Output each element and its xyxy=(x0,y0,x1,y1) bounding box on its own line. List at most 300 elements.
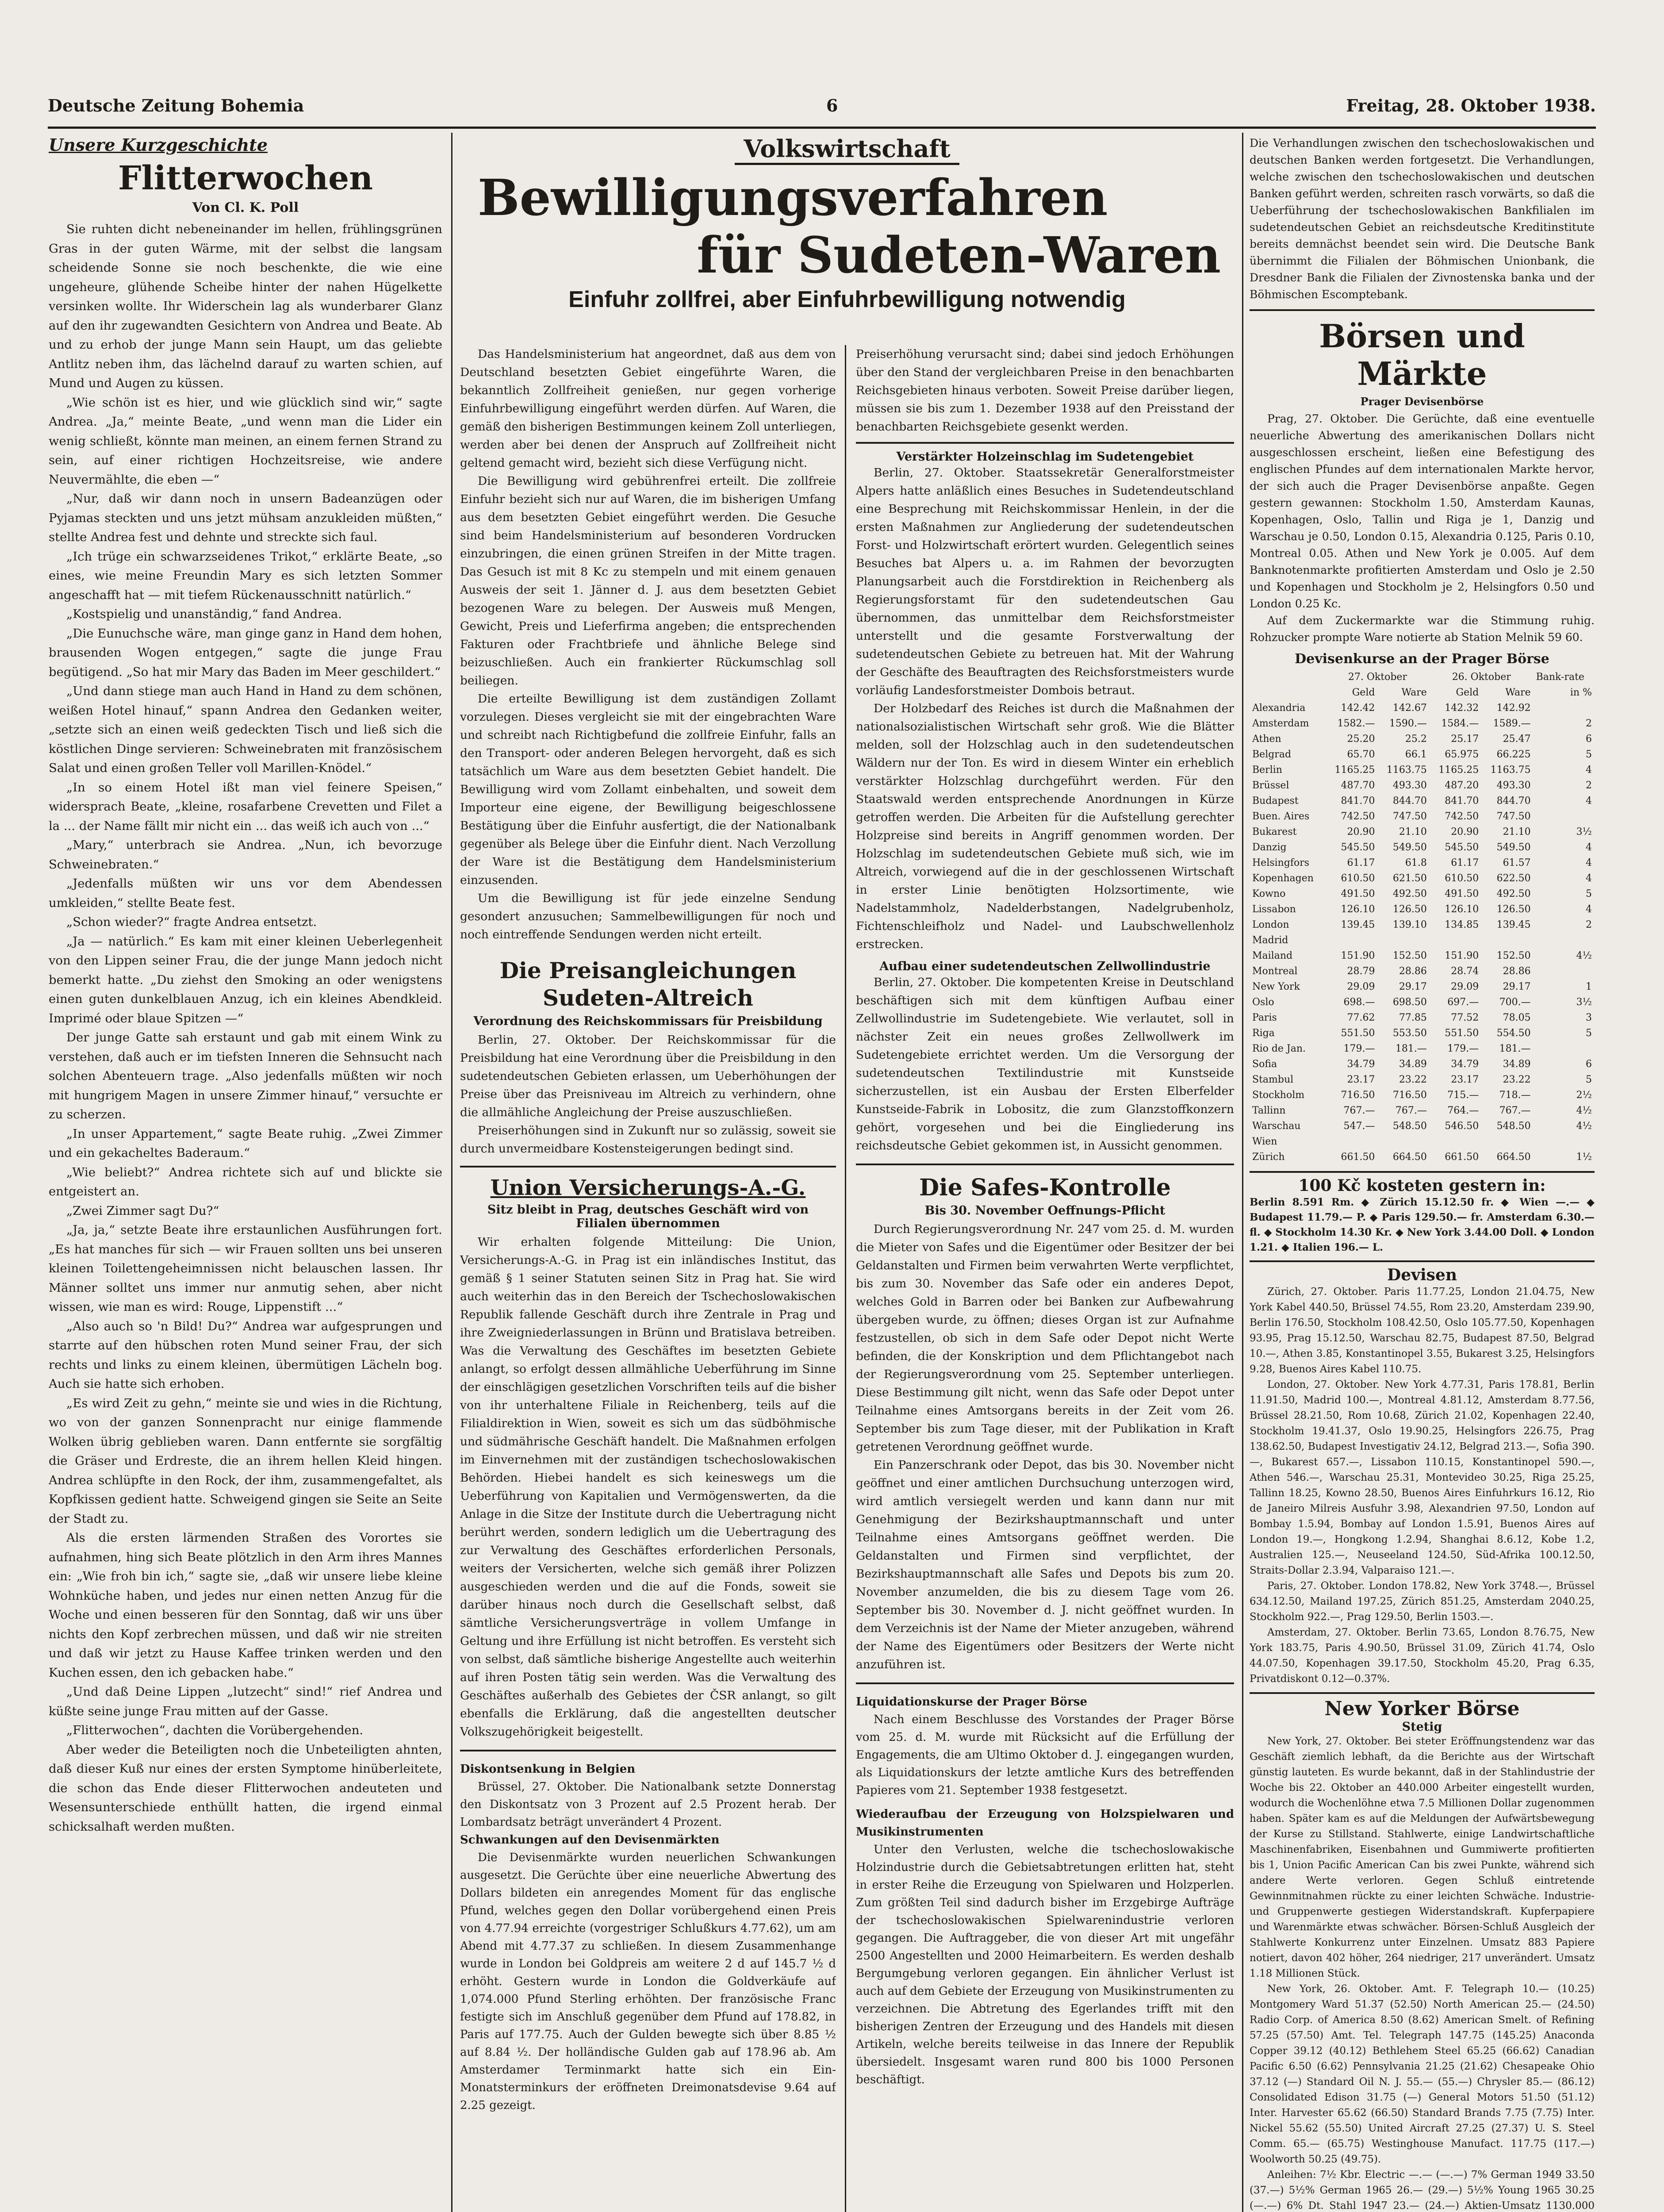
rates-value: 25.20 xyxy=(1347,733,1375,745)
rates-value: 23.22 xyxy=(1503,1074,1531,1085)
rates-row xyxy=(1250,964,1595,979)
story-paragraph: „Ja — natürlich.“ Es kam mit einer kleinen Ueberlegenheit von den Lippen seiner Frau, die der junge Mann jedoch nicht bemerkt hatte. „Du ziehst den Smoking an oder wenigstens einen guten dunkelblauen Anzug, ich ein kleines Abendkleid. Imprimé oder blaue Spitzen —“ xyxy=(49,934,442,1025)
headline-subhead: Einfuhr zollfrei, aber Einfuhrbewilligung notwendig xyxy=(568,287,1126,312)
story-paragraph: „Also auch so 'n Bild! Du?“ Andrea war aufgesprungen und starrte auf den hübschen roten Mund seiner Frau, der sich rechts und links zu einem kleinen, übermütigen Lächeln bog. Auch sie hatte sich erhoben. xyxy=(49,1319,442,1391)
rates-row xyxy=(1250,1087,1595,1103)
rates-row xyxy=(1250,1056,1595,1072)
column-rule-2 xyxy=(1242,133,1243,2212)
rates-currency: Montreal xyxy=(1252,966,1298,977)
rule-market xyxy=(1250,309,1595,311)
rates-value: 661.50 xyxy=(1341,1152,1375,1163)
rates-value: 23.17 xyxy=(1347,1074,1375,1085)
rates-row xyxy=(1250,1010,1595,1025)
mid-column-rule xyxy=(845,345,846,2212)
rates-value: 621.50 xyxy=(1392,873,1427,884)
headline-line-1: Bewilligungsverfahren xyxy=(478,169,1108,227)
rates-value: 5 xyxy=(1586,749,1592,760)
rates-row xyxy=(1250,731,1595,747)
rates-sub: Ware xyxy=(1401,687,1427,698)
rates-row xyxy=(1250,778,1595,793)
rates-row xyxy=(1250,917,1595,933)
rates-value: 179.— xyxy=(1447,1043,1479,1054)
rates-sub: Geld xyxy=(1352,687,1375,698)
tresor-text xyxy=(856,1220,1234,1674)
bank-talks-text xyxy=(1250,135,1595,303)
rates-value: 3½ xyxy=(1576,826,1592,837)
rates-value: 25.17 xyxy=(1451,733,1479,745)
rates-value: 487.70 xyxy=(1341,780,1375,791)
economy-section xyxy=(460,133,1234,2212)
story-paragraph: „Wie beliebt?“ Andrea richtete sich auf und blickte sie entgeistert an. xyxy=(49,1165,442,1198)
section-banner xyxy=(460,134,1234,165)
rates-value: 6 xyxy=(1586,1059,1592,1070)
lead-paragraph: Um die Bewilligung ist für jede einzelne Sendung gesondert anzusuchen; Sammelbewilligungen für noch und noch eintreffende Sendungen werden nicht erteilt. xyxy=(460,891,836,941)
rates-value: 151.90 xyxy=(1341,950,1375,961)
rates-currency: Danzig xyxy=(1252,842,1287,853)
rates-value: 139.10 xyxy=(1392,919,1427,930)
rule-liq xyxy=(856,1682,1234,1684)
rates-row xyxy=(1250,840,1595,855)
story-body xyxy=(49,220,442,1836)
devisen-text xyxy=(1250,1284,1595,1687)
rates-value: 2 xyxy=(1586,919,1592,930)
rates-value: 5 xyxy=(1586,1028,1592,1039)
rates-value: 553.50 xyxy=(1392,1028,1427,1039)
rates-currency: Sofia xyxy=(1252,1059,1277,1070)
rates-sub: Ware xyxy=(1505,687,1531,698)
rates-currency: Warschau xyxy=(1252,1121,1301,1132)
disk-text xyxy=(460,1760,836,2114)
liq-title: Liquidationskurse der Prager Börse xyxy=(856,1695,1087,1709)
rates-value: 66.225 xyxy=(1496,749,1531,760)
rates-currency: Alexandria xyxy=(1252,703,1306,714)
rates-value: 697.— xyxy=(1447,997,1479,1008)
disk-title: Diskontsenkung in Belgien xyxy=(460,1763,636,1776)
rule-holz xyxy=(856,442,1234,444)
ny-paragraph: New York, 27. Oktober. Bei steter Eröffnungstendenz war das Geschäft ziemlich lebhaft, da die Berichte aus der Wirtschaft günstig lauteten. Es wurde bekannt, daß in der Stahlindustrie der Woche bis 22. Oktober an 440.000 Arbeiter eingestellt wurden, wodurch die Wochenlöhne etwa 7.5 Millionen Dollar zugenommen haben. Später kam es auf die Meldungen der Aufwärtsbewegung der Kurse zu Stillstand. Stahlwerte, einige Landwirtschaftliche Maschinenfabriken, Eisenbahnen und Gummiwerte profitierten bis 1, Union Pacific American Can bis zwei Punkte, während sich andere Werte verloren. Gegen Schluß eintretende Gewinnmitnahmen rückte zu einer leichten Schwäche. Industrie- und Gruppenwerte gestiegen Widerstandskraft. Kupferpapiere und Warenmärkte etwas schwächer. Börsen-Schluß Ausgleich der Stahlwerte Konkurrenz unter Einzelnen. Umsatz 883 Papiere notiert, davon 402 höher, 264 niedriger, 217 unverändert. Umsatz 1.18 Millionen Stück. xyxy=(1250,1736,1595,1979)
story-paragraph: „In so einem Hotel ißt man viel feinere Speisen,“ widersprach Beate, „kleine, rosafarbene Crevetten und Filet a la ... der Name fällt mir nicht ein ... das weiß ich auch von ...“ xyxy=(49,780,442,833)
rates-sub: Geld xyxy=(1456,687,1479,698)
page-header xyxy=(48,96,1596,122)
rates-value: 4 xyxy=(1586,857,1592,868)
rates-value: 126.10 xyxy=(1341,904,1375,915)
rates-value: 61.17 xyxy=(1451,857,1479,868)
lead-right-text xyxy=(856,345,1234,436)
rates-value: 77.85 xyxy=(1399,1012,1427,1023)
rates-value: 28.74 xyxy=(1451,966,1479,977)
issue-date: Freitag, 28. Oktober 1938. xyxy=(1346,96,1596,115)
rates-value: 551.50 xyxy=(1445,1028,1479,1039)
lead-right-paragraph: Preiserhöhung verursacht sind; dabei sind jedoch Erhöhungen über den Stand der vergleichbaren Preise in den benachbarten Reichsgebieten hinaus verboten. Soweit Preise darüber liegen, müssen sie bis zum 1. Dezember 1938 auf den Preisstand der benachbarten Reichsgebiete gesenkt werden. xyxy=(856,347,1234,434)
union-text xyxy=(460,1233,836,1741)
holz-text xyxy=(856,464,1234,953)
rates-value: 21.10 xyxy=(1399,826,1427,837)
rates-value: 126.10 xyxy=(1445,904,1479,915)
rule-union xyxy=(460,1166,836,1167)
rates-value: 21.10 xyxy=(1503,826,1531,837)
story-paragraph: „Mary,“ unterbrach sie Andrea. „Nun, ich bevorzuge Schweinebraten.“ xyxy=(49,838,442,872)
tresor-paragraph: Durch Regierungsverordnung Nr. 247 vom 25. d. M. wurden die Mieter von Safes und die Eigentümer oder Besitzer der bei Geldanstalten und Firmen beim verwahrten Werte verpflichtet, bis zum 30. November das Safe oder ein anderes Depot, welches Gold in Barren oder bei Banken zur Aufbewahrung übergeben wurde, zu öffnen; dieses Organ ist zur Aufnahme festzustellen, ob sich in dem Safe oder Depot nicht Werte befinden, die der Konskription und dem Pflichtangebot nach der Regierungsverordnung vom 25. September unterliegen. Diese Bestimmung gilt nicht, wenn das Safe oder Depot unter Teilnahme eines Amtsorgans bereits in der Zeit vom 26. September bis zum Tage dieser, mit der Publikation in Kraft getretenen Verordnung geöffnet wurde. xyxy=(856,1222,1234,1454)
rates-row xyxy=(1250,793,1595,809)
rates-currency: Belgrad xyxy=(1252,749,1292,760)
devisen-paragraph: Amsterdam, 27. Oktober. Berlin 73.65, London 8.76.75, New York 183.75, Paris 4.90.50, Brüssel 31.09, Zürich 41.74, Oslo 44.07.50, Kopenhagen 39.17.50, Stockholm 45.20, Prag 6.35, Privatdiskont 0.12—0.37%. xyxy=(1250,1627,1595,1685)
devbourse-paragraph: Prag, 27. Oktober. Die Gerüchte, daß eine eventuelle neuerliche Abwertung des amerikanischen Dollars nicht ausgeschlossen erscheint, ließen eine Befestigung des englischen Pfundes auf dem internationalen Markte hervor, der sich auch die Prager Devisenbörse anpaßte. Gegen gestern gewannen: Stockholm 1.50, Amsterdam Kaunas, Kopenhagen, Oslo, Tallin und Riga je 1, Danzig und Warschau je 0.50, London 0.15, Alexandria 0.125, Paris 0.10, Montreal 0.05. Athen und New York je 0.005. Auf dem Banknotenmarkte profitierten Amsterdam und Oslo je 2.50 und Kopenhagen und Stockholm je 2, Helsingfors 0.50 und London 0.25 Kc. xyxy=(1250,412,1595,610)
rates-value: 23.17 xyxy=(1451,1074,1479,1085)
wied-title: Wiederaufbau der Erzeugung von Holzspielwaren und Musikinstrumenten xyxy=(856,1808,1234,1839)
story-paragraph: „Zwei Zimmer sagt Du?“ xyxy=(66,1203,219,1218)
rates-row xyxy=(1250,809,1595,824)
rates-row xyxy=(1250,716,1595,731)
rates-value: 491.50 xyxy=(1341,888,1375,899)
section-title: Volkswirtschaft xyxy=(735,134,959,165)
rates-currency: Tallinn xyxy=(1252,1105,1286,1116)
rates-value: 5 xyxy=(1586,1074,1592,1085)
right-column xyxy=(1250,135,1595,2212)
rates-value: 493.30 xyxy=(1496,780,1531,791)
rates-value: 2½ xyxy=(1576,1090,1592,1101)
column-rule-1 xyxy=(451,133,452,2212)
rates-value: 4 xyxy=(1586,795,1592,806)
rates-row xyxy=(1250,855,1595,871)
rates-value: 1163.75 xyxy=(1386,764,1427,776)
rates-value: 142.42 xyxy=(1341,703,1375,714)
rule-kc xyxy=(1250,1171,1595,1173)
rates-value xyxy=(1534,964,1595,979)
rates-value: 716.50 xyxy=(1392,1090,1427,1101)
rates-row xyxy=(1250,995,1595,1010)
story-paragraph: Als die ersten lärmenden Straßen des Vorortes sie aufnahmen, hing sich Beate plötzlich in den Arm ihres Mannes ein: „Wie froh bin ich,“ sagte sie, „daß wir unsere liebe kleine Wohnküche haben, und jedes nur einen netten Anzug für die Woche und einen besseren für den Sonntag, daß wir uns über nichts den Kopf zerbrechen müssen, und daß wir nie streiten und daß wir jetzt zu Hause Kaffee trinken werden und den Kuchen essen, den ich gebacken habe.“ xyxy=(49,1531,442,1680)
rates-value: 181.— xyxy=(1499,1043,1531,1054)
story-paragraph: „Und dann stiege man auch Hand in Hand zu dem schönen, weißen Hotel hinauf,“ spann Andrea den Gedanken weiter, „setzte sich an einen weiß gedeckten Tisch und ließ sich die köstlichen Dinge servieren: Schweinebraten mit französischem Salat und einen großen Teller voll Marillen-Knödel.“ xyxy=(49,684,442,775)
rates-value: 179.— xyxy=(1343,1043,1375,1054)
holz-paragraph: Der Holzbedarf des Reiches ist durch die Maßnahmen der nationalsozialistischen Wirtschaft sehr groß. Wie die Blätter melden, soll der Holzschlag auch in den sudetendeutschen Wäldern nur der Ton. Es wird in diesem Winter ein erheblich verstärkter Holzschlag durchgeführt werden. Für den Staatswald werden entsprechende Anordnungen in Kürze getroffen werden. Die Arbeiten für die Aufstellung gerechter Holzpreise sind bereits in Angriff genommen worden. Der Holzschlag im sudetendeutschen Gebiete muß sich, wie im Altreich, vorwiegend auf die in der geschlossenen Wirtschaft in erster Linie benötigten Holzsortimente, wie Nadelstammholz, Nadelderbstangen, Nadelgrubenholz, Fichtenschleifholz und Nadel- und Laubschwellenholz erstrecken. xyxy=(856,702,1234,951)
rates-value: 3½ xyxy=(1576,997,1592,1008)
rates-value: 142.92 xyxy=(1496,703,1531,714)
rates-row xyxy=(1250,824,1595,840)
rates-value: 1582.— xyxy=(1337,718,1375,729)
rates-value xyxy=(1430,1134,1481,1149)
rates-currency: Kowno xyxy=(1252,888,1286,899)
rates-value xyxy=(1534,1134,1595,1149)
devbourse-label: Prager Devisenbörse xyxy=(1360,395,1484,408)
rates-value: 4 xyxy=(1586,873,1592,884)
devbourse-text xyxy=(1250,411,1595,646)
rates-currency: Brüssel xyxy=(1252,780,1289,791)
rates-value: 664.50 xyxy=(1496,1152,1531,1163)
rates-value: 28.86 xyxy=(1503,966,1531,977)
rates-row xyxy=(1250,902,1595,917)
rates-value: 25.47 xyxy=(1503,733,1531,745)
rates-value: 66.1 xyxy=(1405,749,1427,760)
rates-value: 29.17 xyxy=(1399,981,1427,992)
rates-currency: Oslo xyxy=(1252,997,1274,1008)
rates-value: 1165.25 xyxy=(1438,764,1479,776)
rule-disk xyxy=(460,1750,836,1751)
union-sub: Sitz bleibt in Prag, deutsches Geschäft wird von Filialen übernommen xyxy=(487,1203,809,1230)
rule-tresor xyxy=(856,1164,1234,1165)
story-paragraph: „Wie schön ist es hier, und wie glücklich sind wir,“ sagte Andrea. „Ja,“ meinte Beate, „und wenn man die Lider ein wenig schließt, könnte man meinen, an einem fernen Strand zu sein, auf einer richtigen Hochzeitsreise, wie andere Neuvermählte, die eben —“ xyxy=(49,395,442,487)
rates-value: 139.45 xyxy=(1341,919,1375,930)
rates-value: 1 xyxy=(1586,981,1592,992)
rates-value: 1½ xyxy=(1576,1152,1592,1163)
rates-value xyxy=(1377,933,1429,948)
rates-currency: Stockholm xyxy=(1252,1090,1305,1101)
rates-value: 767.— xyxy=(1499,1105,1531,1116)
story-paragraph: „Kostspielig und unanständig,“ fand Andrea. xyxy=(66,607,342,621)
rates-value: 491.50 xyxy=(1445,888,1479,899)
rates-row xyxy=(1250,1149,1595,1165)
preis-sub: Verordnung des Reichskommissars für Preisbildung xyxy=(473,1014,823,1028)
rates-value: 549.50 xyxy=(1496,842,1531,853)
story-paragraph: „Es wird Zeit zu gehn,“ meinte sie und wies in die Richtung, wo von der ganzen Sonnenpracht nur einige flammende Wolken übrig geblieben waren. Dann entfernte sie sorgfältig die Gräser und Erdreste, die an ihrem hellen Kleid hingen. Andrea schlüpfte in den Rock, der ihm, zusammengefaltet, als Kopfkissen gedient hatte. Schweigend gingen sie Seite an Seite der Stadt zu. xyxy=(49,1396,442,1526)
rates-value xyxy=(1534,809,1595,824)
rates-value: 5 xyxy=(1586,888,1592,899)
liq-text xyxy=(856,1693,1234,2089)
mid-left-column xyxy=(460,345,836,2212)
rates-value: 551.50 xyxy=(1341,1028,1375,1039)
story-paragraph: „Flitterwochen“, dachten die Vorübergehenden. xyxy=(66,1723,364,1737)
rates-value: 28.86 xyxy=(1399,966,1427,977)
rates-value: 546.50 xyxy=(1445,1121,1479,1132)
rates-value: 34.89 xyxy=(1503,1059,1531,1070)
rates-value xyxy=(1430,933,1481,948)
rates-value: 152.50 xyxy=(1392,950,1427,961)
ny-bonds: Anleihen: 7½ Kbr. Electric —.— (—.—) 7% German 1949 33.50 (37.—) 5½% German 1965 26.— (29.—) 5½% Young 1965 30.25 (—.—) 6% Dt. Stahl 1947 23.— (24.—) Aktien-Umsatz 1130.000 xyxy=(1250,2169,1595,2212)
rates-value: 742.50 xyxy=(1341,811,1375,822)
lead-left-text xyxy=(460,345,836,944)
story-paragraph: „In unser Appartement,“ sagte Beate ruhig. „Zwei Zimmer und ein gekacheltes Baderaum.“ xyxy=(49,1126,442,1160)
rates-value: 545.50 xyxy=(1445,842,1479,853)
rates-value: 554.50 xyxy=(1496,1028,1531,1039)
rates-currency: Buen. Aires xyxy=(1252,811,1310,822)
zell-paragraph: Berlin, 27. Oktober. Die kompetenten Kreise in Deutschland beschäftigen sich mit dem künftigen Aufbau einer Zellwollindustrie im Sudetengebiete. Wie verlautet, soll in nächster Zeit ein neues großes Zellwollwerk im Sudetengebiete errichtet werden. Um die Versorgung der sudetendeutschen Textilindustrie mit Kunstseide sicherzustellen, ist ein Ausbau der Ersten Elberfelder Kunstseide-Fabrik in Lobositz, die zum Glanzstoffkonzern gehört, vorgesehen und bei die Eingliederung ins reichsdeutsche Gebiet gekommen ist, in Aussicht genommen. xyxy=(856,975,1234,1152)
rates-value: 28.79 xyxy=(1347,966,1375,977)
devisen-paragraph: Paris, 27. Oktober. London 178.82, New York 3748.—, Brüssel 634.12.50, Mailand 197.25, Zürich 851.25, Amsterdam 2040.25, Stockholm 922.—, Prag 129.50, Berlin 1503.—. xyxy=(1250,1580,1595,1623)
rates-value: 142.67 xyxy=(1392,703,1427,714)
rates-currency: Budapest xyxy=(1252,795,1299,806)
rates-currency: Kopenhagen xyxy=(1252,873,1314,884)
rates-row xyxy=(1250,948,1595,964)
rates-currency: Wien xyxy=(1252,1136,1277,1147)
rates-currency: Bukarest xyxy=(1252,826,1297,837)
story-paragraph: Aber weder die Beteiligten noch die Unbeteiligten ahnten, daß dieser Kuß nur eines der ersten Symptome hinüberleitete, die schon das Ende dieser Flitterwochen andeuteten und Wesensunterschiede enthüllt hatten, die irgend einmal schicksalhaft werden mußten. xyxy=(49,1742,442,1834)
story-paragraph: „Schon wieder?“ fragte Andrea entsetzt. xyxy=(66,915,317,929)
rates-value: 61.8 xyxy=(1405,857,1427,868)
disk-paragraph: Brüssel, 27. Oktober. Die Nationalbank setzte Donnerstag den Diskontsatz von 3 Prozent auf 2.5 Prozent herab. Der Lombardsatz beträgt unverändert 4 Prozent. xyxy=(460,1780,836,1829)
rates-value: 1165.25 xyxy=(1334,764,1375,776)
rates-value: 29.17 xyxy=(1503,981,1531,992)
rates-value: 1163.75 xyxy=(1490,764,1531,776)
rates-head-yesterday: 26. Oktober xyxy=(1452,672,1511,683)
zell-title: Aufbau einer sudetendeutschen Zellwollindustrie xyxy=(879,960,1211,973)
left-column xyxy=(49,135,442,2212)
devisen-title: Devisen xyxy=(1387,1266,1457,1284)
rates-value: 718.— xyxy=(1499,1090,1531,1101)
rates-value: 841.70 xyxy=(1341,795,1375,806)
holz-paragraph: Berlin, 27. Oktober. Staatssekretär Generalforstmeister Alpers hatte anläßlich eines Besuches in Sudetendeutschland eine Besprechung mit Reichskommissar Henlein, in der die ersten Maßnahmen zur Angliederung der sudetendeutschen Forst- und Holzwirtschaft erörtert wurden. Gelegentlich seines Besuches bat Alpers u. a. im Rahmen der bevorzugten Planungsarbeit auch die Forstdirektion in Reichenberg als Regierungsforstamt für den sudetendeutschen Gau übernommen, das unmittelbar dem Reichsforstmeister unterstellt und die gesamte Forstverwaltung der sudetendeutschen Gebiete zu betreuen hat. Mit der Wahrung der Geschäfte des Beauftragten des Reichsforstmeisters wurde vorläufig Landesforstmeister Dombois betraut. xyxy=(856,466,1234,697)
rates-value: 2 xyxy=(1586,718,1592,729)
rates-header-row xyxy=(1250,669,1595,685)
rates-currency: Rio de Jan. xyxy=(1252,1043,1306,1054)
rates-value xyxy=(1326,933,1377,948)
headline-line-2: für Sudeten-Waren xyxy=(697,227,1221,284)
rates-value xyxy=(1326,1134,1377,1149)
rates-row xyxy=(1250,1103,1595,1118)
rates-value: 181.— xyxy=(1395,1043,1427,1054)
rates-value: 841.70 xyxy=(1445,795,1479,806)
rates-value: 661.50 xyxy=(1445,1152,1479,1163)
rates-row xyxy=(1250,886,1595,902)
rates-value: 29.09 xyxy=(1347,981,1375,992)
ny-sub: Stetig xyxy=(1402,1720,1442,1734)
story-paragraph: „Die Eunuchsche wäre, man ginge ganz in Hand dem hohen, brausenden Wogen entgegen,“ sagte die junge Frau begütigend. „So hat mir Mary das Baden im Meer geschildert.“ xyxy=(49,626,442,679)
rates-value xyxy=(1534,700,1595,716)
rates-currency: Stambul xyxy=(1252,1074,1294,1085)
rates-value: 767.— xyxy=(1343,1105,1375,1116)
story-paragraph: „Nur, daß wir dann noch in unsern Badeanzügen oder Pyjamas steckten und uns jetzt mühsam anzukleiden müßten,“ stellte Andrea fest und dehnte und streckte sich faul. xyxy=(49,492,442,544)
rates-value: 700.— xyxy=(1499,997,1531,1008)
rates-value: 610.50 xyxy=(1341,873,1375,884)
rates-row xyxy=(1250,747,1595,762)
rates-value: 844.70 xyxy=(1392,795,1427,806)
rates-value: 698.— xyxy=(1343,997,1375,1008)
rates-row xyxy=(1250,1134,1595,1149)
ny-quotes: New York, 26. Oktober. Amt. F. Telegraph 10.— (10.25) Montgomery Ward 51.37 (52.50) North American 25.— (24.50) Radio Corp. of America 8.50 (8.62) American Smelt. of Refining 57.25 (57.50) Amt. Tel. Telegraph 147.75 (145.25) Anaconda Copper 39.12 (40.12) Bethlehem Steel 65.25 (66.62) Canadian Pacific 6.50 (6.62) Pennsylvania 21.25 (21.62) Chesapeake Ohio 37.12 (—) Standard Oil N. J. 55.— (55.—) Chrysler 85.— (86.12) Consolidated Edison 31.75 (—) General Motors 51.50 (51.12) Inter. Harvester 65.62 (66.50) Standard Brands 7.75 (7.75) Inter. Nickel 55.62 (55.50) United Aircraft 27.25 (27.37) U. S. Steel Comm. 65.— (65.75) Westinghouse Manufact. 117.75 (117.—) Woolworth 50.25 (49.75). xyxy=(1250,1983,1595,2165)
rates-currency: Paris xyxy=(1252,1012,1277,1023)
rates-value: 1590.— xyxy=(1389,718,1427,729)
rates-value xyxy=(1481,933,1533,948)
rates-value: 1584.— xyxy=(1441,718,1479,729)
story-paragraph: „Ja, ja,“ setzte Beate ihre erstaunlichen Ausführungen fort. „Es hat manches für sich — wir Frauen sollten uns bei unseren kleinen Toilettengeheimnissen nicht belauschen lassen. Ihr Männer solltet uns immer nur anmutig sehen, aber nicht wissen, wie man es wird: Rouge, Lippenstift ...“ xyxy=(49,1223,442,1314)
rates-value: 23.22 xyxy=(1399,1074,1427,1085)
rates-value: 139.45 xyxy=(1496,919,1531,930)
rates-value: 126.50 xyxy=(1496,904,1531,915)
mid-right-column xyxy=(856,345,1234,2212)
rates-value: 767.— xyxy=(1395,1105,1427,1116)
lead-paragraph: Das Handelsministerium hat angeordnet, daß aus dem von Deutschland besetzten Gebiet eingeführte Waren, die bekanntlich Zollfreiheit genießen, nur gegen vorherige Einfuhrbewilligung eingeführt werden dürfen. Auf Waren, die gemäß den bisherigen Bestimmungen keinem Zoll unterliegen, werden aber bei denen der Anspruch auf Zollfreiheit nicht geltend gemacht wird, bezieht sich diese Verfügung nicht. xyxy=(460,347,836,470)
rates-value: 764.— xyxy=(1447,1105,1479,1116)
rates-value: 492.50 xyxy=(1392,888,1427,899)
schw-paragraph: Die Devisenmärkte wurden neuerlichen Schwankungen ausgesetzt. Die Gerüchte über eine neuerliche Abwertung des Dollars bildeten ein anregendes Moment für das englische Pfund, welches gegen den Dollar vorübergehend einen Preis von 4.77.94 erreichte (vorgestriger Schlußkurs 4.77.62), um am Abend mit 4.77.37 zu schließen. In diesem Zusammenhange wurde in London bei Goldpreis am weitere 2 d auf 145.7 ½ d erhöht. Gestern wurde in London die Goldverkäufe auf 1,074.000 Pfund Sterling erhöhten. Der französische Franc festigte sich im Anschluß gegenüber dem Pfund auf 178.82, in Paris auf 177.75. Auch der Gulden bewegte sich über 8.85 ½ auf 8.84 ½. Der holländische Gulden gab auf 178.96 ab. Am Amsterdamer Terminmarkt hatte sich ein Ein-Monatsterminkurs der eröffneten Dreimonatsdevise 9.64 auf 2.25 gezeigt. xyxy=(460,1851,836,2112)
rates-currency: Mailand xyxy=(1252,950,1293,961)
newspaper-name: Deutsche Zeitung Bohemia xyxy=(48,96,304,115)
rates-value: 610.50 xyxy=(1445,873,1479,884)
rates-value: 492.50 xyxy=(1496,888,1531,899)
rates-subheader-row xyxy=(1250,685,1595,700)
rates-value: 4½ xyxy=(1576,1105,1592,1116)
rates-value: 29.09 xyxy=(1451,981,1479,992)
rates-currency: Madrid xyxy=(1252,935,1288,946)
rates-value: 1589.— xyxy=(1493,718,1531,729)
rates-row xyxy=(1250,762,1595,778)
rates-value: 20.90 xyxy=(1347,826,1375,837)
rates-value: 65.975 xyxy=(1445,749,1479,760)
kc-paragraph: Berlin 8.591 Rm. ◆ Zürich 15.12.50 fr. ◆ Wien —.— ◆ Budapest 11.79.— P. ◆ Paris 129.50.— fr. Amsterdam 6.30.— fl. ◆ Stockholm 14.30 Kr. ◆ New York 3.44.00 Doll. ◆ London 1.21. ◆ Italien 196.— L. xyxy=(1250,1196,1595,1253)
rates-value: 34.79 xyxy=(1347,1059,1375,1070)
rates-value: 747.50 xyxy=(1392,811,1427,822)
story-paragraph: „Und daß Deine Lippen „lutzecht“ sind!“ rief Andrea und küßte seine junge Frau mitten auf der Gasse. xyxy=(49,1685,442,1718)
rates-currency: Lissabon xyxy=(1252,904,1296,915)
rates-value: 4½ xyxy=(1576,1121,1592,1132)
rates-value: 715.— xyxy=(1447,1090,1479,1101)
rates-value: 742.50 xyxy=(1445,811,1479,822)
zell-text xyxy=(856,973,1234,1155)
rates-value: 6 xyxy=(1586,733,1592,745)
rule-devisen xyxy=(1250,1260,1595,1262)
rates-value xyxy=(1377,1134,1429,1149)
story-title: Flitterwochen xyxy=(118,159,373,197)
tresor-sub: Bis 30. November Oeffnungs-Pflicht xyxy=(924,1204,1166,1217)
rates-currency: Riga xyxy=(1252,1028,1275,1039)
story-paragraph: Der junge Gatte sah erstaunt und gab mit einem Wink zu verstehen, daß auch er im tiefsten Inneren die Sehnsucht nach solchen Abenteuern trage. „Also jedenfalls müßten wir noch mit hungrigem Magen in unsere Zimmer hinauf,“ versuchte er zu scherzen. xyxy=(49,1030,442,1121)
preis-paragraph: Berlin, 27. Oktober. Der Reichskommissar für die Preisbildung hat eine Verordnung über die Preisbildung in den sudetendeutschen Gebieten erlassen, um Ueberhöhungen der Preise über das Preisniveau im Altreich zu verhindern, ohne die allmähliche Angleichung der Preise auszuschließen. xyxy=(460,1033,836,1119)
rates-currency: Berlin xyxy=(1252,764,1282,776)
rates-currency: Helsingfors xyxy=(1252,857,1310,868)
union-title: Union Versicherungs-A.-G. xyxy=(490,1175,806,1200)
union-paragraph: Wir erhalten folgende Mitteilung: Die Union, Versicherungs-A.-G. in Prag ist ein inländisches Institut, das gemäß § 1 seiner Statuten seinen Sitz in Prag hat. Sie wird auch weiterhin das in den Bereich der Tschechoslowakischen Republik fallende Geschäft durch ihre Zentrale in Prag und ihre Zweigniederlassungen in Brünn und Bratislava betreiben. Was die Verwaltung des Geschäftes im besetzten Gebiete anlangt, so erfolgt dessen allmähliche Ueberführung im Sinne der einschlägigen gesetzlichen Vorschriften teils auf die bisher von ihr unterhaltene Filiale in Reichenberg, teils auf die Filialdirektion in Wien, soweit es sich um das südböhmische und südmährische Geschäft handelt. Die Maßnahmen erfolgen im Einvernehmen mit der zuständigen tschechoslowakischen Behörden. Hiebei handelt es sich keineswegs um die Ueberführung von Kapitalien und Vermögenswerten, da die Anlage in die Sitze der Institute durch die Uebertragung nicht berührt werden, sondern lediglich um die Uebertragung des zur Verwaltung des Geschäftes erforderlichen Personals, weiters der Versicherten, welche sich gemäß ihrer Polizzen ausgeschieden werden und die auf die Fonds, soweit sie darüber hinaus noch durch die Gesellschaft selbst, daß sämtliche Versicherungsverträge in vollem Umfange in Geltung und ihre Erfüllung ist nicht betroffen. Es versteht sich von selbst, daß sämtliche bisherige Angestellte auch weiterhin auf ihren Posten tätig sein werden. Was die Verwaltung des Geschäftes außerhalb des Gebietes der ČSR anlangt, so gilt ebenfalls die Erklärung, daß die angestellten deutscher Volkszugehörigkeit beigestellt. xyxy=(460,1235,836,1739)
rates-value: 152.50 xyxy=(1496,950,1531,961)
rates-row xyxy=(1250,1118,1595,1134)
rates-body xyxy=(1250,700,1595,1165)
rates-value: 844.70 xyxy=(1496,795,1531,806)
kc-title: 100 Kč kosteten gestern in: xyxy=(1298,1176,1546,1195)
rates-row xyxy=(1250,1025,1595,1041)
rates-value: 61.17 xyxy=(1347,857,1375,868)
rates-value: 65.70 xyxy=(1347,749,1375,760)
rates-value: 549.50 xyxy=(1392,842,1427,853)
rates-value: 664.50 xyxy=(1392,1152,1427,1163)
rates-head-today: 27. Oktober xyxy=(1348,672,1407,683)
rates-value: 25.2 xyxy=(1405,733,1427,745)
rates-value: 151.90 xyxy=(1445,950,1479,961)
rates-head-bankrate: Bank-rate xyxy=(1536,672,1584,683)
rates-value: 493.30 xyxy=(1392,780,1427,791)
rates-value: 545.50 xyxy=(1341,842,1375,853)
rates-row xyxy=(1250,933,1595,948)
rates-value: 77.52 xyxy=(1451,1012,1479,1023)
preis-text xyxy=(460,1031,836,1158)
rates-value: 4 xyxy=(1586,904,1592,915)
schw-title: Schwankungen auf den Devisenmärkten xyxy=(460,1833,720,1847)
rates-value: 2 xyxy=(1586,780,1592,791)
lead-paragraph: Die Bewilligung wird gebührenfrei erteilt. Die zollfreie Einfuhr bezieht sich nur auf Waren, die im bisherigen Umfang aus dem besetzten Gebiet eingeführt werden. Die Gesuche sind beim Handelsministerium auf besonderen Vordrucken einzubringen, die einen grünen Streifen in der Mitte tragen. Das Gesuch ist mit 8 Kc zu stempeln und mit einem genauen Ausweis der seit 1. Jänner d. J. aus dem besetzten Gebiet bezogenen Ware zu belegen. Der Ausweis muß Mengen, Gewicht, Preis und Lieferfirma angeben; die entsprechenden Fakturen oder Frachtbriefe und ähnliche Belege sind beizuschließen. Auch ein frankierter Rückumschlag soll beiliegen. xyxy=(460,474,836,687)
ny-title: New Yorker Börse xyxy=(1324,1697,1520,1720)
rates-value: 34.89 xyxy=(1399,1059,1427,1070)
rule-ny xyxy=(1250,1692,1595,1694)
liq-paragraph: Nach einem Beschlusse des Vorstandes der Prager Börse vom 25. d. M. wurde mit Rücksicht auf die Erfüllung der Engagements, die am Ultimo Oktober d. J. eingegangen wurden, als Liquidationskurs der letzte amtliche Kurs des betreffenden Papieres vom 21. September 1938 festgesetzt. xyxy=(856,1713,1234,1797)
rates-row xyxy=(1250,979,1595,995)
rates-row xyxy=(1250,1072,1595,1087)
rates-value: 4 xyxy=(1586,842,1592,853)
tresor-title: Die Safes-Kontrolle xyxy=(919,1174,1171,1201)
rates-title: Devisenkurse an der Prager Börse xyxy=(1295,651,1549,667)
story-paragraph: „Ich trüge ein schwarzseidenes Trikot,“ erklärte Beate, „so eines, wie meine Freundin Mary es sich letzten Sommer angeschafft hat — mit tiefem Rückenausschnitt natürlich.“ xyxy=(49,549,442,602)
rates-value: 126.50 xyxy=(1392,904,1427,915)
story-paragraph: Sie ruhten dicht nebeneinander im hellen, frühlingsgrünen Gras in der guten Wärme, mit der selbst die langsam scheidende Sonne sie noch beschenkte, die wie eine ungeheure, glühende Scheibe hinter der nahen Hügelkette versinken wollte. Ihr Widerschein lag als wunderbarer Glanz auf den ihr zugewandten Gesichtern von Andrea und Beate. Ab und zu erhob der junge Mann sein Haupt, um das geliebte Antlitz neben ihm, das lächelnd darauf zu warten schien, auf Mund und Augen zu küssen. xyxy=(49,222,442,390)
rates-sub: in % xyxy=(1570,687,1592,698)
rates-currency: Zürich xyxy=(1252,1152,1285,1163)
rates-value: 78.05 xyxy=(1503,1012,1531,1023)
rates-value: 3 xyxy=(1586,1012,1592,1023)
rates-currency: New York xyxy=(1252,981,1300,992)
rates-value: 142.32 xyxy=(1445,703,1479,714)
rates-table xyxy=(1250,669,1595,1165)
rates-value: 34.79 xyxy=(1451,1059,1479,1070)
story-kicker: Unsere Kurzgeschichte xyxy=(49,135,268,155)
preis-title: Die Preisangleichungen Sudeten-Altreich xyxy=(499,957,797,1011)
rates-value: 547.— xyxy=(1343,1121,1375,1132)
rates-value: 487.20 xyxy=(1445,780,1479,791)
